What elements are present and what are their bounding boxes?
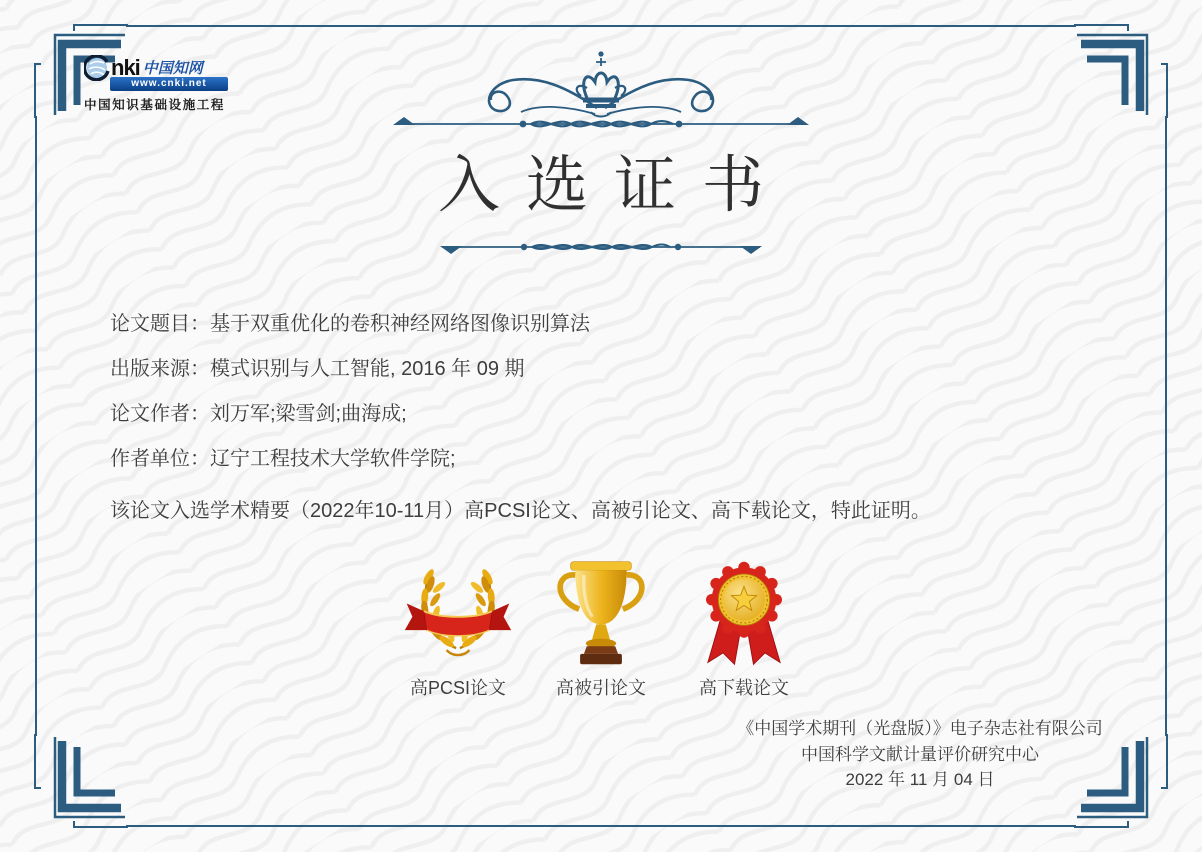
corner-bracket-bottom-left-icon bbox=[28, 734, 128, 834]
field-value: 基于双重优化的卷积神经网络图像识别算法 bbox=[210, 313, 590, 335]
certificate-title: 入选证书 bbox=[437, 151, 790, 220]
badge-label: 高下载论文 bbox=[699, 678, 789, 698]
medal-icon bbox=[687, 556, 801, 670]
certificate-fields bbox=[110, 312, 1100, 524]
issuer-company: 《中国学术期刊（光盘版）》电子杂志社有限公司 bbox=[737, 719, 1103, 738]
field-row-affiliation bbox=[110, 447, 1100, 472]
logo-chinese-name: 中国知网 bbox=[142, 60, 203, 77]
certificate-statement: 该论文入选学术精要（2022年10-11月）高PCSI论文、高被引论文、高下载论文，特此证明。 bbox=[110, 500, 931, 522]
badge-row bbox=[0, 556, 1202, 700]
badge-high-pcsi bbox=[401, 556, 516, 700]
field-row-authors bbox=[110, 402, 1100, 427]
trophy-icon bbox=[544, 556, 658, 670]
logo-latin: nki bbox=[111, 54, 140, 80]
field-label: 论文题目： bbox=[110, 313, 210, 335]
frame-border-bottom bbox=[126, 825, 1076, 827]
logo-url-bar: www.cnki.net bbox=[110, 77, 228, 91]
field-value: 刘万军;梁雪剑;曲海成; bbox=[210, 403, 407, 425]
heading-group bbox=[0, 0, 1202, 261]
badge-label: 高被引论文 bbox=[556, 678, 646, 698]
issuer-center: 中国科学文献计量评价研究中心 bbox=[801, 744, 1039, 764]
badge-high-citation bbox=[544, 556, 659, 700]
field-row-paper-title bbox=[110, 312, 1100, 337]
field-value: 模式识别与人工智能, 2016 年 09 期 bbox=[210, 358, 525, 380]
badge-high-download bbox=[687, 556, 802, 700]
field-label: 作者单位： bbox=[110, 448, 210, 470]
logo-subtitle: 中国知识基础设施工程 bbox=[84, 98, 226, 112]
field-row-publication-source bbox=[110, 357, 1100, 382]
issuer-block bbox=[670, 716, 1170, 793]
field-label: 论文作者： bbox=[110, 403, 210, 425]
laurel-wreath-icon bbox=[401, 556, 515, 670]
title-divider-ornament-icon bbox=[436, 239, 766, 261]
field-label: 出版来源： bbox=[110, 358, 210, 380]
issue-date: 2022 年 11 月 04 日 bbox=[845, 770, 995, 789]
badge-label: 高PCSI论文 bbox=[409, 678, 506, 698]
field-value: 辽宁工程技术大学软件学院; bbox=[210, 448, 456, 470]
crown-flourish-ornament-icon bbox=[389, 46, 813, 138]
